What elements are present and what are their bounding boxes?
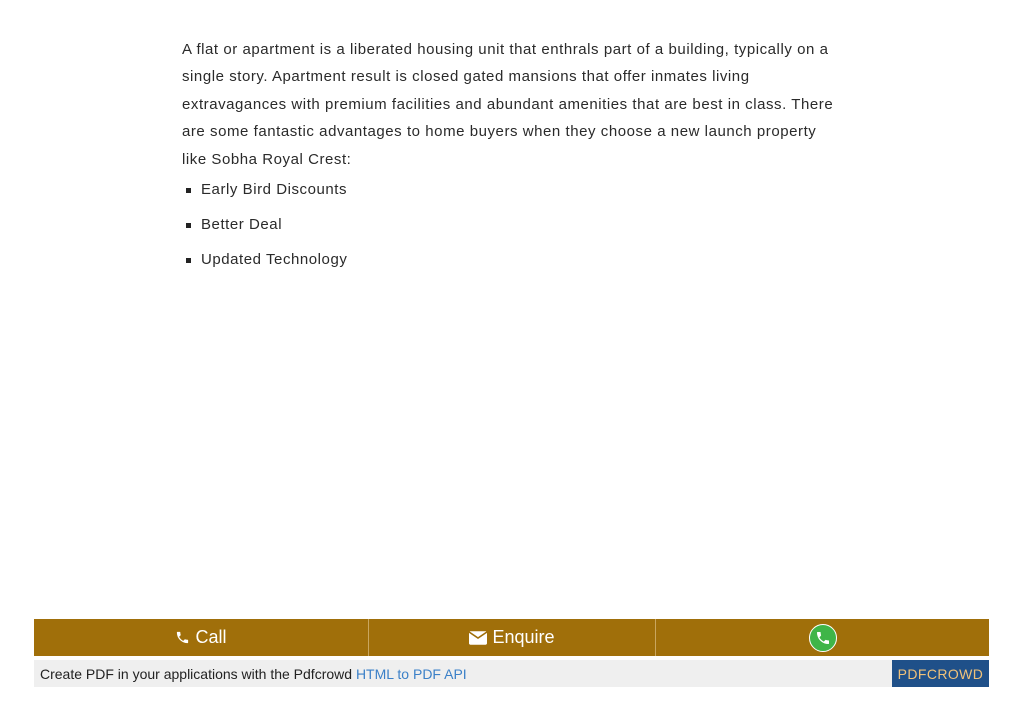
sticky-action-bar (34, 619, 989, 656)
call-button-label: Call (195, 627, 227, 647)
footer-message: Create PDF in your applications with the Pdfcrowd (40, 665, 353, 682)
enquire-button[interactable] (369, 619, 656, 656)
list-item (182, 180, 844, 200)
square-bullet-icon (186, 223, 191, 228)
pdfcrowd-badge[interactable]: PDFCROWD (892, 660, 989, 687)
call-button[interactable] (34, 619, 369, 656)
phone-icon (175, 630, 190, 645)
article-content (182, 36, 844, 285)
list-item-label: Updated Technology (201, 251, 348, 269)
enquire-button-label: Enquire (492, 627, 555, 647)
whatsapp-icon (809, 624, 837, 652)
list-item (182, 250, 844, 270)
list-item-label: Early Bird Discounts (201, 181, 348, 199)
html-to-pdf-api-link[interactable]: HTML to PDF API (355, 665, 467, 682)
pdfcrowd-footer (34, 660, 989, 687)
square-bullet-icon (186, 188, 191, 193)
list-item (182, 215, 844, 235)
footer-text (34, 666, 467, 682)
article-paragraph: A flat or apartment is a liberated housing unit that enthrals part of a building, typically on a single story. Apartment result is closed gated mansions that offer inmates living extravagances with premium facilities and abundant amenities that are best in class. There are some fantastic advantages to home buyers when they choose a new launch property like Sobha Royal Crest: (182, 41, 834, 168)
square-bullet-icon (186, 258, 191, 263)
list-item-label: Better Deal (201, 216, 283, 234)
envelope-icon (469, 631, 487, 645)
whatsapp-button[interactable] (656, 619, 989, 656)
advantages-list (182, 180, 844, 270)
